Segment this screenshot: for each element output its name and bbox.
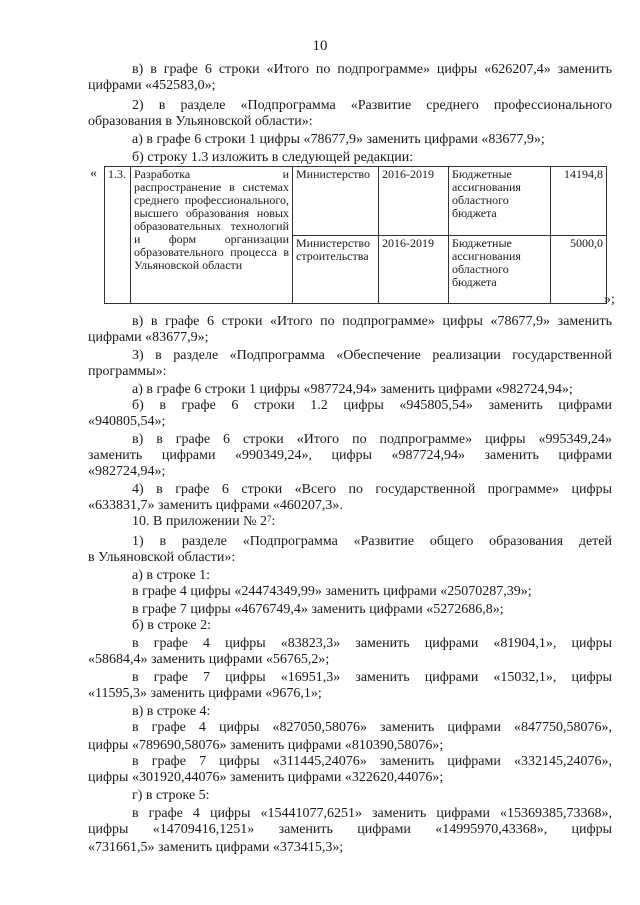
line-text: в) в графе 6 строки «Итого по подпрограмме» цифры «78677,9» заменить bbox=[132, 314, 612, 329]
text-line bbox=[132, 704, 612, 720]
executor-cell: Министерство bbox=[293, 167, 379, 236]
text-line bbox=[132, 482, 612, 498]
line-text: цифры «789690,58076» заменить цифрами «810390,58076»; bbox=[88, 738, 444, 753]
text-line bbox=[88, 652, 612, 668]
line-text: «982724,94»; bbox=[88, 464, 166, 479]
line-text: «58684,4» заменить цифрами «56765,2»; bbox=[88, 652, 330, 667]
text-line bbox=[132, 602, 612, 618]
measure-name: Разработка и распространение в системах среднего профессионального, высшего образования новых образовательных технологий и форм организации образовательного процесса в Ульяновской области bbox=[131, 167, 293, 304]
line-text: г) в строке 5: bbox=[132, 788, 210, 803]
text-line bbox=[88, 840, 612, 856]
row-number: 1.3. bbox=[105, 167, 131, 304]
text-line bbox=[132, 432, 612, 448]
line-text: в графе 7 цифры «4676749,4» заменить цифрами «5272686,8»; bbox=[132, 602, 504, 617]
text-line bbox=[132, 618, 612, 634]
text-line bbox=[132, 348, 612, 364]
line-text: образования в Ульяновской области»: bbox=[88, 114, 313, 129]
text-line bbox=[88, 498, 612, 514]
text-line bbox=[132, 150, 612, 166]
line-text: в графе 4 цифры «83823,3» заменить цифрами «81904,1», цифры bbox=[132, 636, 612, 651]
line-text: а) в графе 6 строки 1 цифры «987724,94» заменить цифрами «982724,94»; bbox=[132, 382, 573, 397]
line-text: 4) в графе 6 строки «Всего по государственной программе» цифры bbox=[132, 482, 612, 497]
line-text: 1) в разделе «Подпрограмма «Развитие общего образования детей bbox=[132, 534, 612, 549]
line-text: цифры «301920,44076» заменить цифрами «322620,44076»; bbox=[88, 770, 444, 785]
table-row bbox=[105, 167, 607, 236]
text-line bbox=[132, 98, 612, 114]
text-line bbox=[88, 414, 612, 430]
close-quote: »; bbox=[604, 292, 615, 307]
line-text: «940805,54»; bbox=[88, 414, 166, 429]
text-line bbox=[132, 636, 612, 652]
line-text: в графе 4 цифры «15441077,6251» заменить цифрами «15369385,73368», bbox=[132, 806, 612, 821]
line-text: заменить цифрами «990349,24», цифры «987724,94» заменить цифрами bbox=[88, 448, 612, 463]
text-line bbox=[132, 584, 612, 600]
line-text: цифры «14709416,1251» заменить цифрами «14995970,43368», цифры bbox=[88, 822, 612, 837]
line-text: 10. В приложении № 2 bbox=[132, 514, 267, 529]
source-cell: Бюджетные ассигнования областного бюджета bbox=[449, 235, 551, 304]
line-text: цифрами «452583,0»; bbox=[88, 78, 216, 93]
text-line bbox=[132, 806, 612, 822]
period-cell: 2016-2019 bbox=[379, 235, 449, 304]
line-text: в) в графе 6 строки «Итого по подпрограмме» цифры «626207,4» заменить bbox=[132, 62, 612, 77]
open-quote: « bbox=[90, 166, 97, 181]
text-line bbox=[132, 398, 612, 414]
text-line bbox=[132, 534, 612, 550]
text-line bbox=[88, 770, 612, 786]
line-text: а) в графе 6 строки 1 цифры «78677,9» заменить цифрами «83677,9»; bbox=[132, 132, 545, 147]
text-line bbox=[88, 686, 612, 702]
text-line bbox=[132, 382, 612, 398]
text-line bbox=[132, 62, 612, 78]
superscript: 7 bbox=[267, 514, 272, 524]
text-line bbox=[132, 754, 612, 770]
program-table bbox=[104, 166, 607, 304]
line-text: в графе 4 цифры «24474349,99» заменить цифрами «25070287,39»; bbox=[132, 584, 532, 599]
text-line bbox=[132, 720, 612, 736]
text-line bbox=[132, 514, 612, 530]
amount-cell: 5000,0 bbox=[551, 235, 607, 304]
line-text: «731661,5» заменить цифрами «373415,3»; bbox=[88, 840, 344, 855]
text-line bbox=[88, 114, 612, 130]
line-text: в) в графе 6 строки «Итого по подпрограмме» цифры «995349,24» bbox=[132, 432, 612, 447]
line-text: цифрами «83677,9»; bbox=[88, 330, 209, 345]
text-line bbox=[88, 822, 612, 838]
line-text: 2) в разделе «Подпрограмма «Развитие среднего профессионального bbox=[132, 98, 612, 113]
text-line bbox=[88, 330, 612, 346]
executor-cell: Министерство строительства bbox=[293, 235, 379, 304]
line-text: в графе 7 цифры «16951,3» заменить цифрами «15032,1», цифры bbox=[132, 670, 612, 685]
line-text: б) в строке 2: bbox=[132, 618, 211, 633]
text-line bbox=[88, 364, 612, 380]
line-text: 3) в разделе «Подпрограмма «Обеспечение реализации государственной bbox=[132, 348, 612, 363]
text-line bbox=[132, 132, 612, 148]
line-text: б) в графе 6 строки 1.2 цифры «945805,54» заменить цифрами bbox=[132, 398, 612, 413]
line-tail: : bbox=[271, 514, 276, 529]
line-text: в) в строке 4: bbox=[132, 704, 211, 719]
text-line bbox=[132, 568, 612, 584]
text-line bbox=[88, 448, 612, 464]
text-line bbox=[88, 464, 612, 480]
line-text: «633831,7» заменить цифрами «460207,3». bbox=[88, 498, 343, 513]
line-text: программы»: bbox=[88, 364, 167, 379]
text-line bbox=[132, 788, 612, 804]
source-cell: Бюджетные ассигнования областного бюджета bbox=[449, 167, 551, 236]
line-text: а) в строке 1: bbox=[132, 568, 211, 583]
text-line bbox=[132, 670, 612, 686]
line-text: «11595,3» заменить цифрами «9676,1»; bbox=[88, 686, 322, 701]
text-line bbox=[88, 738, 612, 754]
page-number: 10 bbox=[312, 38, 328, 54]
text-line bbox=[88, 78, 612, 94]
line-text: б) строку 1.3 изложить в следующей редакции: bbox=[132, 150, 414, 165]
line-text: в Ульяновской области»: bbox=[88, 550, 236, 565]
line-text: в графе 4 цифры «827050,58076» заменить цифрами «847750,58076», bbox=[132, 720, 612, 735]
line-text: в графе 7 цифры «311445,24076» заменить цифрами «332145,24076», bbox=[132, 754, 612, 769]
text-line bbox=[132, 314, 612, 330]
text-line bbox=[88, 550, 612, 566]
period-cell: 2016-2019 bbox=[379, 167, 449, 236]
amount-cell: 14194,8 bbox=[551, 167, 607, 236]
